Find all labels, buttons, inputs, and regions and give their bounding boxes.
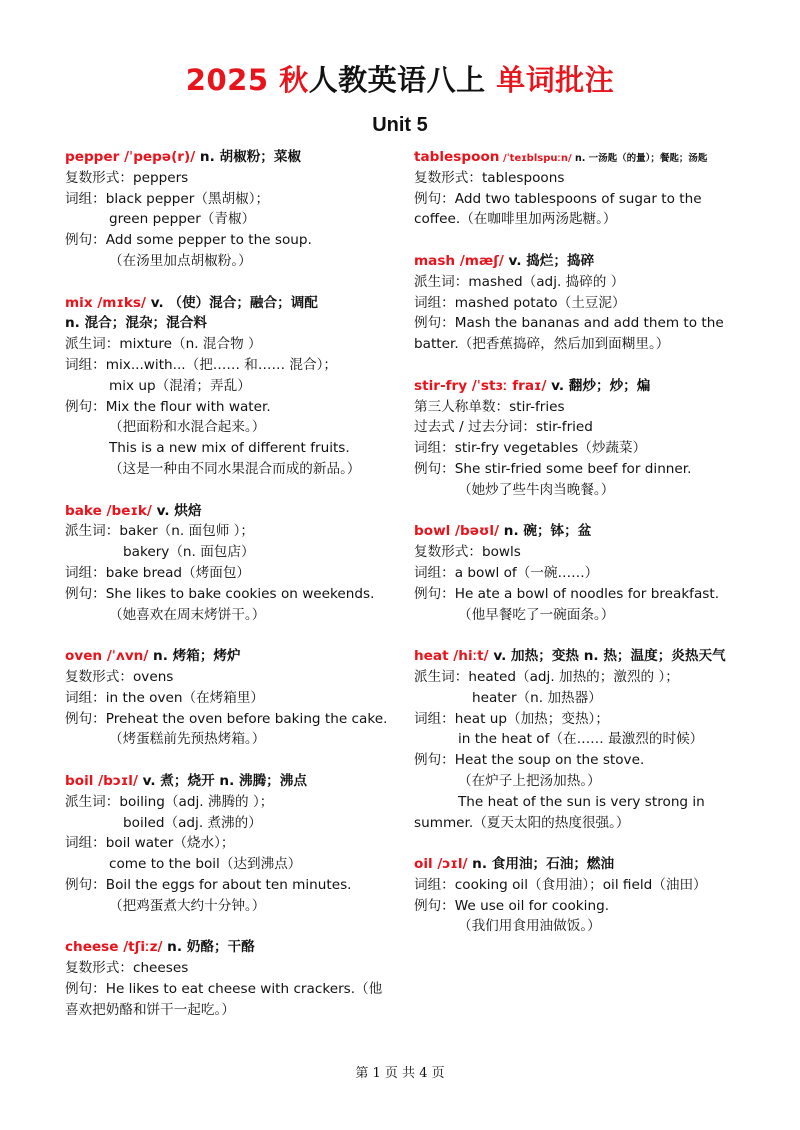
entry-headword	[65, 646, 415, 667]
entry-detail-line: 例句：Mix the flour with water.	[65, 398, 271, 415]
entry-detail-line: 派生词：heated（adj. 加热的；激烈的 ）；	[414, 668, 679, 685]
page-title	[0, 58, 800, 99]
headword-phonetic: /ˈteɪblspuːn/	[499, 153, 572, 164]
headword-meaning: v. 加热；变热 n. 热；温度；炎热天气	[488, 648, 726, 665]
headword-meaning: v. 捣烂；捣碎	[503, 252, 595, 269]
entry-detail-line: （我们用食用油做饭。）	[458, 918, 601, 935]
entry-detail-line: 词组：in the oven（在烤箱里）	[65, 689, 265, 706]
headword-text: stir-fry /ˈstɜː fraɪ/	[414, 377, 547, 394]
entry-detail-line: 词组：heat up（加热；变热）；	[414, 710, 609, 727]
entry-detail-line: 例句：He ate a bowl of noodles for breakfast.	[414, 585, 720, 602]
headword-text: heat /hiːt/	[414, 648, 489, 665]
entry-detail-line: mix up（混淆；弄乱）	[109, 377, 251, 394]
headword-text: mix /mɪks/	[65, 294, 146, 311]
entry-detail-line: 例句：She likes to bake cookies on weekends.	[65, 585, 375, 602]
entry-detail-line: 派生词：mashed（adj. 捣碎的 ）	[414, 273, 625, 290]
entry-headword	[414, 854, 764, 875]
vocab-entry	[414, 147, 764, 230]
entry-detail-line: 复数形式：peppers	[65, 169, 189, 186]
entry-detail-line: 例句：Add some pepper to the soup.	[65, 232, 312, 249]
vocab-entry	[65, 501, 415, 626]
entry-detail-line: 例句：Mash the bananas and add them to the	[414, 315, 724, 332]
page-footer: 第 1 页 共 4 页	[355, 1066, 445, 1081]
entry-detail-line: （她喜欢在周末烤饼干。）	[109, 606, 266, 623]
vocab-entry	[414, 521, 764, 625]
vocab-entry	[65, 147, 415, 272]
entry-headword	[414, 521, 764, 542]
entry-detail-line: 派生词：baker（n. 面包师 ）；	[65, 523, 255, 540]
entry-detail-line: 派生词：boiling（adj. 沸腾的 ）；	[65, 793, 274, 810]
headword-meaning: n. 碗；钵；盆	[499, 523, 592, 540]
headword-text: bake /beɪk/	[65, 502, 152, 519]
entry-detail-line: （这是一种由不同水果混合而成的新品。）	[109, 460, 361, 477]
entry-detail-line: 词组：mashed potato（土豆泥）	[414, 294, 626, 311]
entry-detail-line: bakery（n. 面包店）	[123, 544, 255, 561]
entry-detail-line: （把鸡蛋煮大约十分钟。）	[109, 897, 266, 914]
entry-headword	[65, 147, 415, 168]
entry-detail-line: 例句：Boil the eggs for about ten minutes.	[65, 876, 352, 893]
headword-meaning: n. 烤箱；烤炉	[148, 648, 241, 665]
headword-text: bowl /bəʊl/	[414, 523, 500, 540]
headword-text: tablespoon	[414, 149, 500, 165]
entry-detail-line: 过去式 / 过去分词：stir-fried	[414, 419, 593, 436]
vocab-entry	[65, 937, 415, 1020]
entry-detail-line: 派生词：mixture（n. 混合物 ）	[65, 336, 262, 353]
entry-headword	[65, 501, 415, 522]
headword-meaning: n. 奶酪；干酪	[162, 939, 255, 956]
headword-meaning: v. 烘焙	[151, 502, 202, 519]
entry-detail-line: 词组：stir-fry vegetables（炒蔬菜）	[414, 440, 647, 457]
vocab-entry	[414, 376, 764, 501]
entry-headword	[414, 646, 764, 667]
headword-text: oil /ɔɪl/	[414, 856, 468, 873]
entry-headword	[65, 771, 415, 792]
title-subject: 单词批注	[496, 63, 615, 97]
entry-detail-line: （在炉子上把汤加热。）	[458, 772, 601, 789]
entry-detail-line: 复数形式：cheeses	[65, 960, 189, 977]
entry-detail-line: come to the boil（达到沸点）	[109, 856, 302, 873]
headword-text: mash /mæʃ/	[414, 252, 504, 269]
entry-detail-line: summer.（夏天太阳的热度很强。）	[414, 814, 630, 831]
entry-detail-line: The heat of the sun is very strong in	[458, 793, 705, 810]
entry-detail-line: green pepper（青椒）	[109, 211, 256, 228]
entry-headword	[414, 251, 764, 272]
headword-meaning: n. 一汤匙（的量）；餐匙；汤匙	[571, 153, 708, 164]
headword-meaning: v. 煮；烧开 n. 沸腾；沸点	[137, 772, 307, 789]
headword-text: pepper /ˈpepə(r)/	[65, 149, 196, 165]
entry-headword	[414, 376, 764, 397]
entry-detail-line: 复数形式：bowls	[414, 544, 521, 561]
entry-detail-line: （把面粉和水混合起来。）	[109, 419, 266, 436]
vocab-entry	[414, 646, 764, 833]
headword-meaning: v. （使）混合；融合；调配	[145, 294, 318, 311]
entry-detail-line: in the heat of（在…… 最激烈的时候）	[458, 731, 704, 748]
vocab-entry	[65, 771, 415, 917]
entry-detail-line: 例句：We use oil for cooking.	[414, 897, 610, 914]
entry-detail-line: （烤蛋糕前先预热烤箱。）	[109, 731, 266, 748]
headword-text: oven /ˈʌvn/	[65, 648, 149, 665]
entry-detail-line: batter.（把香蕉捣碎，然后加到面糊里。）	[414, 336, 670, 353]
entry-detail-line: 例句：She stir-fried some beef for dinner.	[414, 460, 692, 477]
headword-meaning: n. 食用油；石油；燃油	[467, 856, 615, 873]
left-column	[65, 147, 415, 1041]
entry-headword	[65, 937, 415, 958]
entry-detail-line: 词组：bake bread（烤面包）	[65, 564, 251, 581]
entry-detail-line: 喜欢把奶酪和饼干一起吃。）	[65, 1001, 235, 1018]
entry-detail-line: n. 混合；混杂；混合料	[65, 315, 207, 332]
title-year: 2025 秋	[185, 63, 309, 97]
entry-headword	[65, 293, 415, 314]
entry-detail-line: boiled（adj. 煮沸的）	[123, 814, 262, 831]
entry-detail-line: coffee.（在咖啡里加两汤匙糖。）	[414, 211, 617, 228]
entry-detail-line: 词组：boil water（烧水）；	[65, 835, 235, 852]
entry-detail-line: 第三人称单数：stir-fries	[414, 398, 565, 415]
headword-meaning: v. 翻炒；炒；煸	[546, 377, 651, 394]
vocab-entry	[414, 251, 764, 355]
entry-detail-line: 复数形式：ovens	[65, 668, 174, 685]
vocab-entry	[65, 646, 415, 750]
entry-detail-line: （他早餐吃了一碗面条。）	[458, 606, 615, 623]
entry-detail-line: 例句：Add two tablespoons of sugar to the	[414, 190, 702, 207]
vocab-entry	[414, 854, 764, 937]
entry-detail-line: 复数形式：tablespoons	[414, 169, 565, 186]
entry-detail-line: 例句：Preheat the oven before baking the cake.	[65, 710, 388, 727]
entry-detail-line: This is a new mix of different fruits.	[109, 440, 350, 457]
entry-detail-line: 例句：He likes to eat cheese with crackers.（他	[65, 980, 383, 997]
vocab-entry	[65, 293, 415, 480]
entry-detail-line: （她炒了些牛肉当晚餐。）	[458, 481, 615, 498]
entry-headword	[414, 147, 764, 168]
headword-text: boil /bɔɪl/	[65, 772, 138, 789]
headword-text: cheese /tʃiːz/	[65, 939, 163, 956]
entry-detail-line: heater（n. 加热器）	[472, 689, 602, 706]
unit-heading: Unit 5	[372, 114, 428, 136]
headword-meaning: n. 胡椒粉；菜椒	[195, 149, 302, 165]
entry-detail-line: 例句：Heat the soup on the stove.	[414, 752, 645, 769]
title-course: 人教英语八上	[308, 63, 497, 97]
entry-detail-line: （在汤里加点胡椒粉。）	[109, 252, 252, 269]
entry-detail-line: 词组：a bowl of（一碗……）	[414, 564, 599, 581]
entry-detail-line: 词组：mix...with...（把…… 和…… 混合）；	[65, 356, 337, 373]
entry-detail-line: 词组：black pepper（黑胡椒）；	[65, 190, 270, 207]
entry-detail-line: 词组：cooking oil（食用油）；oil field（油田）	[414, 876, 707, 893]
right-column	[414, 147, 764, 958]
